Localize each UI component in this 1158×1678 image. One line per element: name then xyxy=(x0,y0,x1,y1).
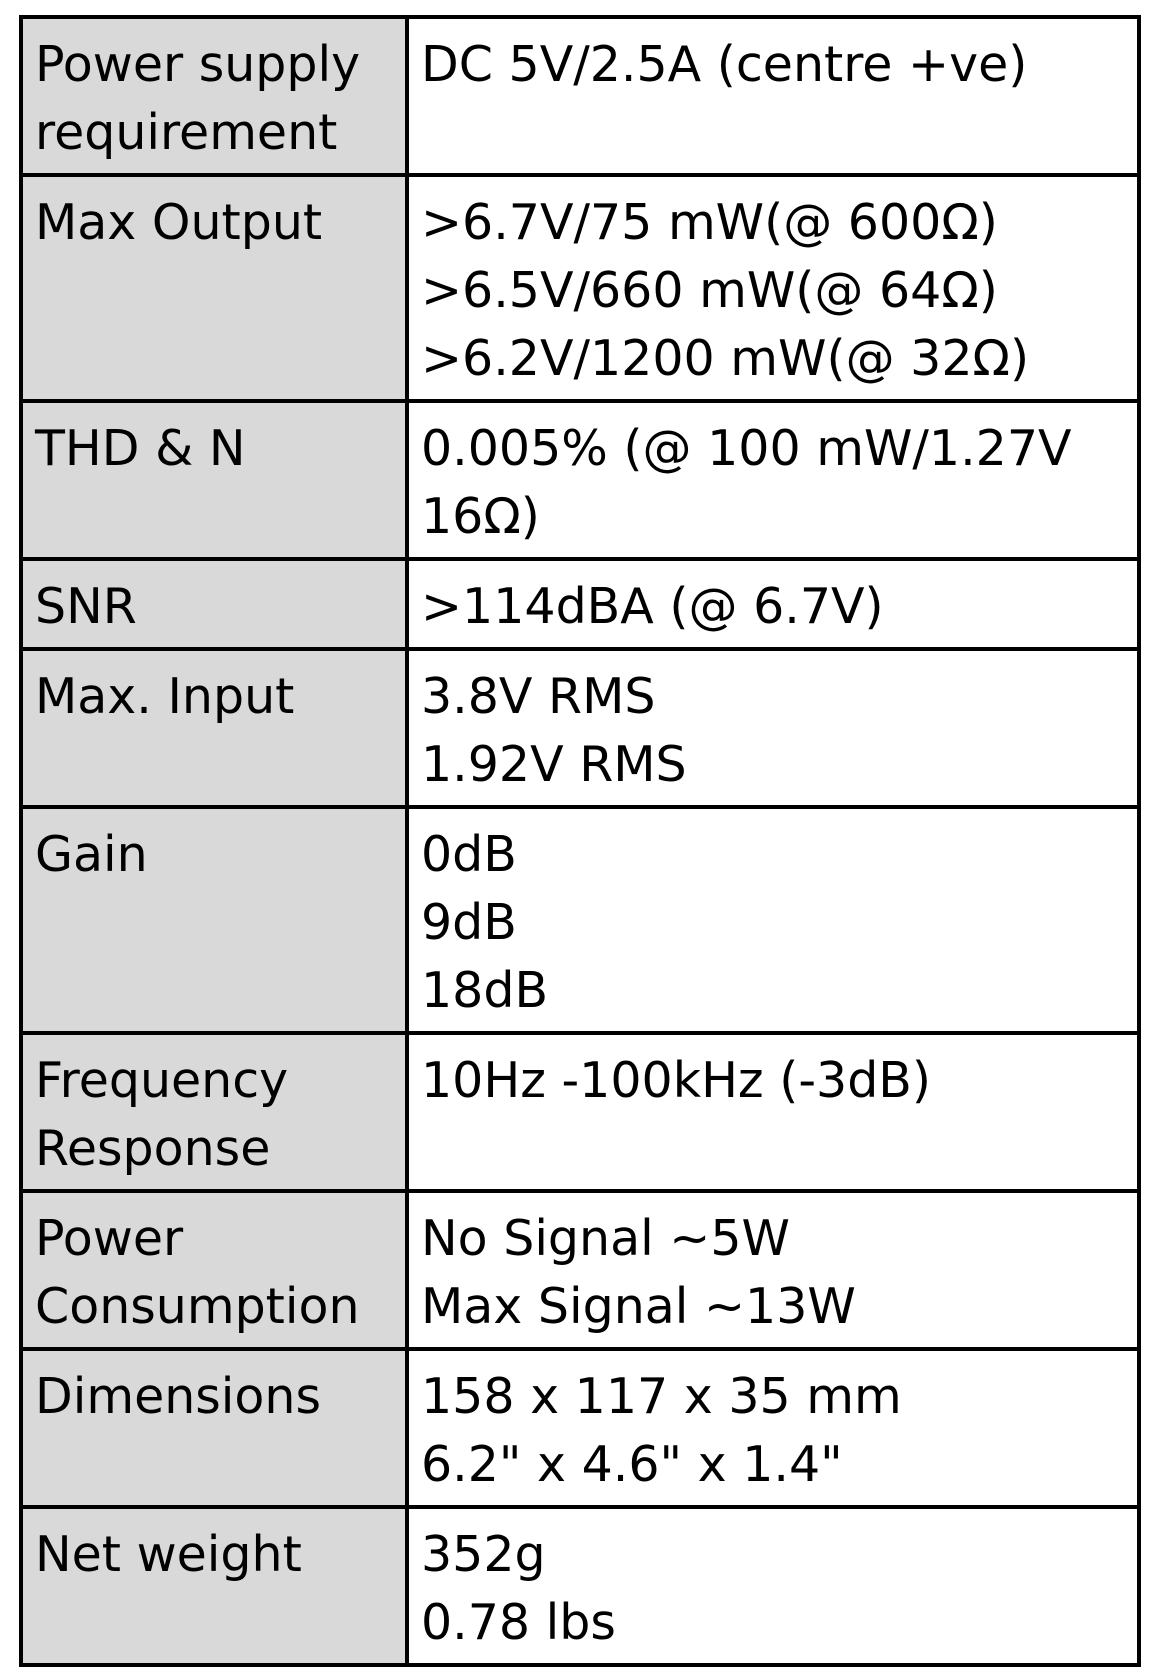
spec-row-power-supply xyxy=(21,17,1139,175)
spec-value-cell xyxy=(407,807,1139,1033)
spec-label: THD & N xyxy=(21,401,407,559)
spec-label: Frequency Response xyxy=(21,1033,407,1191)
spec-value: 18dB xyxy=(421,962,549,1019)
spec-label: Dimensions xyxy=(21,1349,407,1507)
spec-value-cell xyxy=(407,1507,1139,1665)
spec-value: 10Hz -100kHz (-3dB) xyxy=(421,1052,932,1109)
spec-label: Net weight xyxy=(21,1507,407,1665)
spec-value-cell xyxy=(407,1349,1139,1507)
spec-row-net-weight xyxy=(21,1507,1139,1665)
spec-value-cell xyxy=(407,175,1139,401)
spec-value: >6.7V/75 mW(@ 600Ω) xyxy=(421,194,998,251)
spec-value-cell xyxy=(407,559,1139,649)
spec-value: 0.78 lbs xyxy=(421,1594,616,1651)
spec-value: >114dBA (@ 6.7V) xyxy=(421,578,884,635)
spec-row-snr xyxy=(21,559,1139,649)
spec-value: >6.2V/1200 mW(@ 32Ω) xyxy=(421,330,1030,387)
spec-label: Power Consumption xyxy=(21,1191,407,1349)
spec-value: 3.8V RMS xyxy=(421,668,656,725)
spec-row-frequency-response xyxy=(21,1033,1139,1191)
spec-row-dimensions xyxy=(21,1349,1139,1507)
spec-value-cell xyxy=(407,1191,1139,1349)
spec-value: Max Signal ~13W xyxy=(421,1278,856,1335)
spec-value: 0dB xyxy=(421,826,517,883)
spec-value: No Signal ~5W xyxy=(421,1210,790,1267)
spec-label: Max Output xyxy=(21,175,407,401)
spec-value: >6.5V/660 mW(@ 64Ω) xyxy=(421,262,998,319)
spec-table xyxy=(19,15,1141,1667)
spec-row-max-output xyxy=(21,175,1139,401)
spec-row-power-consumption xyxy=(21,1191,1139,1349)
spec-label: SNR xyxy=(21,559,407,649)
spec-value: 1.92V RMS xyxy=(421,736,687,793)
spec-value-cell xyxy=(407,1033,1139,1191)
spec-label: Gain xyxy=(21,807,407,1033)
spec-value: DC 5V/2.5A (centre +ve) xyxy=(421,36,1028,93)
spec-value-cell xyxy=(407,17,1139,175)
spec-value-cell xyxy=(407,401,1139,559)
spec-value: 9dB xyxy=(421,894,517,951)
spec-label: Max. Input xyxy=(21,649,407,807)
spec-value: 158 x 117 x 35 mm xyxy=(421,1368,902,1425)
spec-value-cell xyxy=(407,649,1139,807)
spec-value: 6.2" x 4.6" x 1.4" xyxy=(421,1436,843,1493)
spec-row-max-input xyxy=(21,649,1139,807)
spec-value: 352g xyxy=(421,1526,546,1583)
spec-row-gain xyxy=(21,807,1139,1033)
spec-label: Power supply requirement xyxy=(21,17,407,175)
spec-value: 0.005% (@ 100 mW/1.27V 16Ω) xyxy=(421,420,1072,545)
spec-row-thd-n xyxy=(21,401,1139,559)
